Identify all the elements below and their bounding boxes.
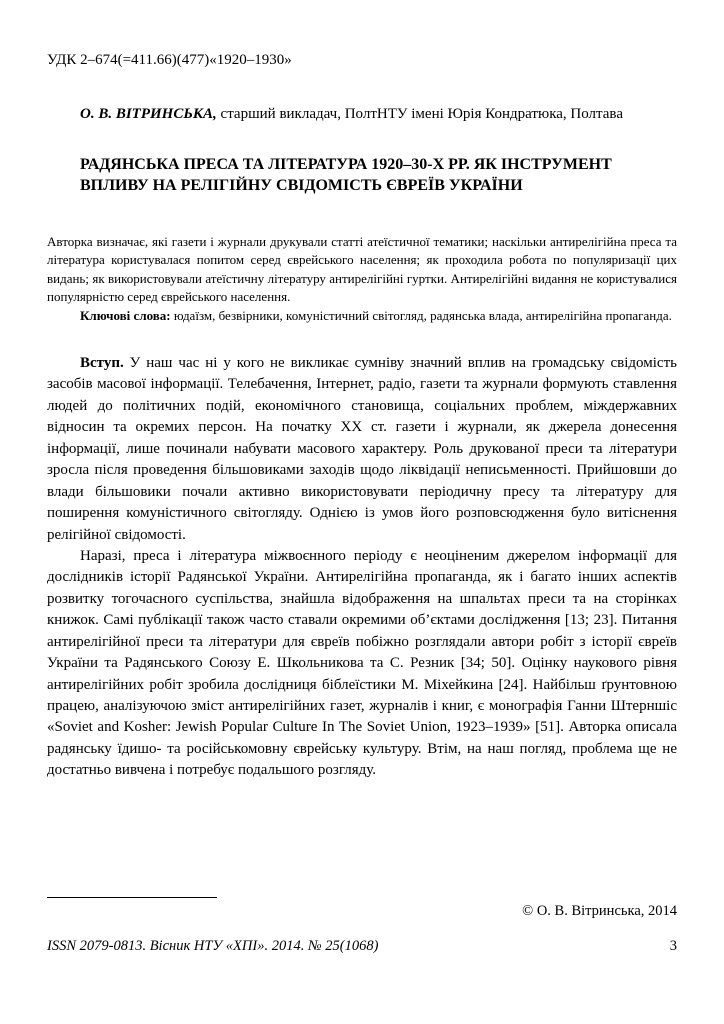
- keywords-line: [47, 307, 677, 325]
- page-footer: [47, 938, 677, 955]
- keywords-label: Ключові слова:: [80, 307, 171, 323]
- footnote-rule: [47, 897, 217, 898]
- author-line: [80, 104, 677, 125]
- author-name: О. В. ВІТРИНСЬКА,: [80, 106, 217, 123]
- abstract-text: Авторка визначає, які газети і журнали друкували статті атеїстичної тематики; наскільки антирелігійна преса та література користувалася попитом серед єврейського населення; як проходила робота по популяризації цих видань; як використовували атеїстичну літературу антирелігійні гуртки. Антирелігійні видання не користувалися популярністю серед єврейського населення.: [47, 233, 677, 305]
- page-number: 3: [669, 938, 677, 954]
- paragraph-lead: Вступ.: [80, 355, 124, 371]
- keywords-text: юдаїзм, безвірники, комуністичний світогляд, радянська влада, антирелігійна пропаганда.: [170, 307, 672, 323]
- author-affiliation: старший викладач, ПолтНТУ імені Юрія Кондратюка, Полтава: [216, 106, 623, 123]
- paragraph-text: У наш час ні у кого не викликає сумніву значний вплив на громадську свідомість засобів масової інформації. Телебачення, Інтернет, радіо, газети та журнали формують ставлення людей до політичних подій, економічного становища, соціальних проблем, міждержавних відносин та окремих персон. На початку ХХ ст. газети і журнали, як джерела донесення інформації, лише починали набувати масового характеру. Роль друкованої преси та літератури зросла після проведення більшовиками заходів щодо ліквідації неписьменності. Прийшовши до влади більшовики почали активно використовувати періодичну пресу та літературу для поширення комуністичного світогляду. Однією із умов його розповсюдження було витіснення релігійної свідомості.: [47, 355, 677, 543]
- body-paragraph: [47, 546, 677, 782]
- copyright-line: © О. В. Вітринська, 2014: [522, 903, 677, 919]
- udc-line: УДК 2–674(=411.66)(477)«1920–1930»: [47, 52, 292, 68]
- footer-issn: ISSN 2079-0813. Вісник НТУ «ХПІ». 2014. № 25(1068): [47, 938, 379, 954]
- paragraph-text: Наразі, преса і література міжвоєнного періоду є неоціненим джерелом інформації для дослідників історії Радянської України. Антирелігійна пропаганда, як і багато інших аспектів розвитку тогочасного суспільства, знайшла відображення на шпальтах преси та на сторінках книжок. Самі публікації також часто ставали окремими об’єктами дослідження [13; 23]. Питання антирелігійної преси та літератури для євреїв побіжно розглядали автори робіт з історії євреїв України та Радянського Союзу Е. Школьникова та С. Резник [34; 50]. Оцінку наукового рівня антирелігійних робіт зробила дослідниця біблеїстики М. Міхейкина [24]. Найбільш ґрунтовною працею, аналізуючою зміст антирелігійних газет, журналів і книг, є монографія Ганни Штерншіс «Soviet and Kosher: Jewish Popular Culture In The Soviet Union, 1923–1939» [51]. Авторка описала радянську їдишо- та російськомовну єврейську культуру. Втім, на наш погляд, проблема ще не достатньо вивчена і потребує подальшого розгляду.: [47, 547, 677, 779]
- paper-title: РАДЯНСЬКА ПРЕСА ТА ЛІТЕРАТУРА 1920–30-Х РР. ЯК ІНСТРУМЕНТ ВПЛИВУ НА РЕЛІГІЙНУ СВІДОМІСТЬ ЄВРЕЇВ УКРАЇНИ: [80, 155, 612, 195]
- body-paragraph: [47, 353, 677, 546]
